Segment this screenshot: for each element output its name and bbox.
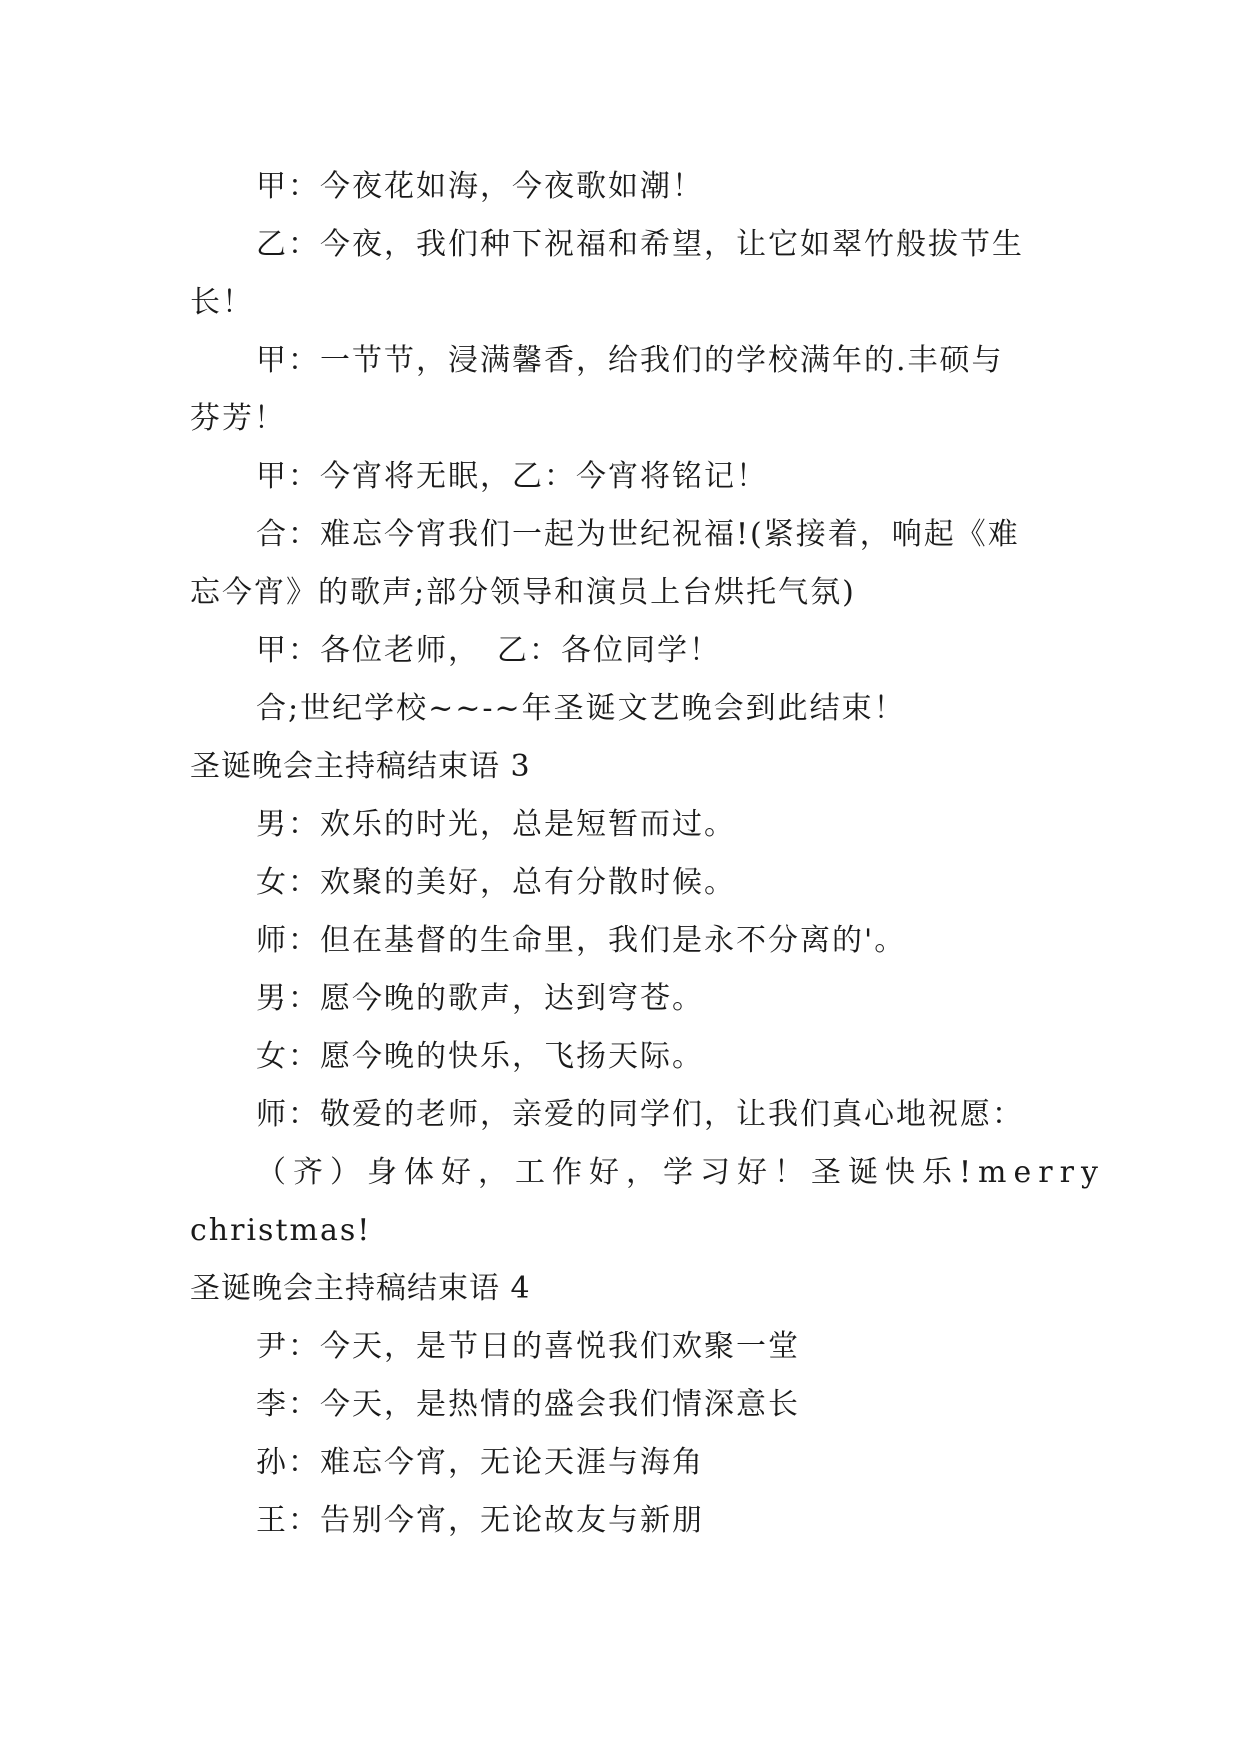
dialogue-line: 合;世纪学校~~-~年圣诞文艺晚会到此结束！: [256, 691, 906, 726]
continuation-line: christmas!: [190, 1213, 372, 1248]
dialogue-line: （齐）身体好，工作好，学习好！圣诞快乐!merry: [256, 1155, 1105, 1190]
document-body: [190, 158, 1105, 1550]
dialogue-line: 师：敬爱的老师，亲爱的同学们，让我们真心地祝愿：: [256, 1097, 1024, 1132]
dialogue-line: 王：告别今宵，无论故友与新朋: [256, 1503, 704, 1538]
dialogue-line: 甲：今宵将无眠，乙：今宵将铭记！: [256, 459, 768, 494]
dialogue-line: 男：愿今晚的歌声，达到穹苍。: [256, 981, 704, 1016]
dialogue-line: 甲：各位老师， 乙：各位同学！: [256, 633, 721, 668]
dialogue-line: 女：愿今晚的快乐，飞扬天际。: [256, 1039, 704, 1074]
dialogue-line: 李：今天，是热情的盛会我们情深意长: [256, 1387, 800, 1422]
dialogue-line: 女：欢聚的美好，总有分散时候。: [256, 865, 736, 900]
dialogue-line: 乙：今夜，我们种下祝福和希望，让它如翠竹般拔节生: [256, 227, 1024, 262]
dialogue-line: 孙：难忘今宵，无论天涯与海角: [256, 1445, 704, 1480]
dialogue-line: 男：欢乐的时光，总是短暂而过。: [256, 807, 736, 842]
dialogue-line: 师：但在基督的生命里，我们是永不分离的'。: [256, 923, 907, 958]
continuation-line: 忘今宵》的歌声;部分领导和演员上台烘托气氛): [190, 575, 856, 610]
dialogue-line: 合：难忘今宵我们一起为世纪祝福!(紧接着，响起《难: [256, 517, 1020, 552]
section-heading: 圣诞晚会主持稿结束语 4: [190, 1271, 531, 1306]
continuation-line: 长！: [190, 285, 254, 320]
section-heading: 圣诞晚会主持稿结束语 3: [190, 749, 531, 784]
dialogue-line: 甲：今夜花如海，今夜歌如潮！: [256, 169, 704, 204]
dialogue-line: 甲：一节节，浸满馨香，给我们的学校满年的.丰硕与: [256, 343, 1004, 378]
dialogue-line: 尹：今天，是节日的喜悦我们欢聚一堂: [256, 1329, 800, 1364]
continuation-line: 芬芳！: [190, 401, 286, 436]
